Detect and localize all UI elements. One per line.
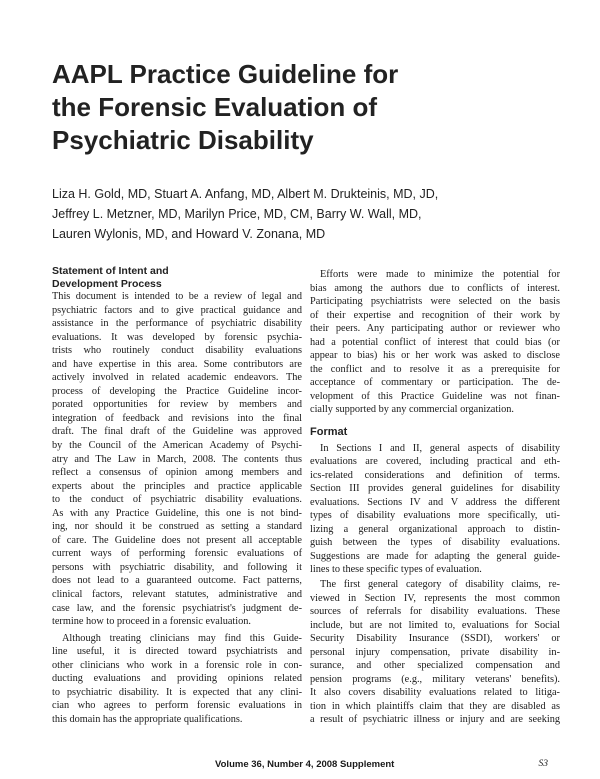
text-line: types of disability evaluations more specifically, uti- bbox=[310, 510, 560, 522]
text-line: tion in which plaintiffs claim that they are disabled as bbox=[310, 700, 560, 712]
text-line: had a potential conflict of interest that could bias (or bbox=[310, 336, 560, 348]
text-line: of their expertise and recognition of their work by bbox=[310, 309, 560, 321]
text-line: trists who routinely conduct disability evaluations bbox=[52, 345, 302, 357]
text-line: this domain has the appropriate qualifications. bbox=[52, 713, 243, 725]
title-line: the Forensic Evaluation of bbox=[52, 92, 378, 122]
text-line: by the Council of the American Academy of Psychi- bbox=[52, 440, 302, 452]
text-line: Section III provides general guidelines for disability bbox=[310, 483, 560, 495]
text-line: the conflict and to resolve it as a prerequisite for bbox=[310, 363, 560, 375]
text-line: and have expertise in this area. Some contributors are bbox=[52, 358, 302, 370]
text-line: reflect a consensus of opinion among members and bbox=[52, 467, 302, 479]
paragraph-sections bbox=[310, 442, 560, 577]
text-line: termine how to proceed in a forensic evaluation. bbox=[52, 616, 251, 628]
text-line: of care. The Guideline does not present all acceptable bbox=[52, 534, 302, 546]
article-title bbox=[52, 58, 552, 157]
paragraph-audience bbox=[52, 632, 302, 727]
author-list bbox=[52, 184, 572, 244]
text-line: bias among the authors due to conflicts of interest. bbox=[310, 282, 560, 294]
text-line: Security Disability Insurance (SSDI), workers' or bbox=[310, 633, 560, 645]
text-line: Although treating clinicians may find this Guide- bbox=[62, 632, 302, 644]
text-line: to the conduct of psychiatric disability evaluations. bbox=[52, 494, 302, 506]
text-line: velopment of this Practice Guideline was not finan- bbox=[310, 390, 560, 402]
text-line: viewed in Section IV, represents the most common bbox=[310, 592, 560, 604]
text-line: Efforts were made to minimize the potential for bbox=[320, 269, 560, 280]
right-column bbox=[310, 268, 560, 727]
text-line: atry and The Law in March, 2008. The contents thus bbox=[52, 453, 302, 465]
text-line: experts about the principles and practice applicable bbox=[52, 480, 302, 492]
text-line: appear to bias) his or her work was asked to disclose bbox=[310, 350, 560, 362]
text-line: psychiatric factors and to give practical guidance and bbox=[52, 304, 302, 316]
text-line: cially supported by any commercial organization. bbox=[310, 404, 514, 416]
text-line: evaluations are covered, including practical and eth- bbox=[310, 456, 560, 468]
text-line: porated opportunities for review by members and bbox=[52, 399, 302, 411]
section-heading-format: Format bbox=[310, 426, 348, 439]
text-line: As with any Practice Guideline, this one is not bind- bbox=[52, 507, 302, 519]
text-line: include, but are not limited to, evaluations for Social bbox=[310, 619, 560, 631]
text-line: ing, nor should it be construed as setting a standard bbox=[52, 521, 302, 533]
paragraph-intent bbox=[52, 290, 302, 629]
text-line: integration of feedback and revisions into the final bbox=[52, 412, 302, 424]
text-line: line useful, it is directed toward psychiatrists and bbox=[52, 646, 302, 658]
text-line: process of developing the Practice Guideline incor- bbox=[52, 385, 302, 397]
text-line: lizing a general organizational approach to distin- bbox=[310, 523, 560, 535]
text-line: The first general category of disability claims, re- bbox=[320, 578, 560, 590]
left-column bbox=[52, 265, 302, 727]
title-line: Psychiatric Disability bbox=[52, 125, 314, 155]
text-line: surance, and other specialized compensation and bbox=[310, 660, 560, 672]
page-footer bbox=[0, 759, 600, 773]
text-line: acceptance of commentary or participation. The de- bbox=[310, 377, 560, 389]
text-line: actively involved in related academic endeavors. The bbox=[52, 372, 302, 384]
text-line: lines to these specific types of evaluation. bbox=[310, 564, 482, 576]
page-number: S3 bbox=[538, 759, 548, 769]
text-line: case law, and the forensic psychiatrist's judgment de- bbox=[52, 602, 302, 614]
text-line: It also covers disability evaluations related to litiga- bbox=[310, 687, 560, 699]
text-line: guish between the types of disability evaluations. bbox=[310, 537, 560, 549]
text-line: personal injury compensation, private disability in- bbox=[310, 646, 560, 658]
author-line: Jeffrey L. Metzner, MD, Marilyn Price, MD, CM, Barry W. Wall, MD, bbox=[52, 207, 422, 221]
text-line: In Sections I and II, general aspects of disability bbox=[320, 442, 560, 454]
text-line: does not lead to a guaranteed outcome. Fact patterns, bbox=[52, 575, 302, 587]
author-line: Lauren Wylonis, MD, and Howard V. Zonana, MD bbox=[52, 227, 326, 241]
text-line: assistance in the performance of psychiatric disability bbox=[52, 318, 302, 330]
text-line: ducting evaluations and providing opinions related bbox=[52, 673, 302, 685]
text-line: current ways of performing forensic evaluations of bbox=[52, 548, 302, 560]
text-line: Participating psychiatrists were selected on the basis bbox=[310, 296, 560, 308]
text-line: Suggestions are made for adapting the general guide- bbox=[310, 550, 560, 562]
title-line: AAPL Practice Guideline for bbox=[52, 59, 399, 89]
paragraph-categories bbox=[310, 578, 560, 727]
text-line: ics-related considerations and definition of terms. bbox=[310, 469, 560, 481]
text-line: evaluations. Sections IV and V address the different bbox=[310, 496, 560, 508]
heading-line: Statement of Intent and bbox=[52, 265, 169, 277]
text-line: sources of referrals for disability evaluations. These bbox=[310, 606, 560, 618]
text-line: other clinicians who work in a forensic role in con- bbox=[52, 659, 302, 671]
text-line: This document is intended to be a review of legal and bbox=[52, 291, 302, 302]
text-line: cian who agrees to perform forensic evaluations in bbox=[52, 700, 302, 712]
author-line: Liza H. Gold, MD, Stuart A. Anfang, MD, Albert M. Drukteinis, MD, JD, bbox=[52, 187, 439, 201]
text-line: their peers. Any participating author or reviewer who bbox=[310, 323, 560, 335]
journal-citation: Volume 36, Number 4, 2008 Supplement bbox=[215, 759, 395, 770]
paragraph-conflicts bbox=[310, 268, 560, 417]
heading-line: Development Process bbox=[52, 277, 162, 290]
text-line: draft. The final draft of the Guideline was approved bbox=[52, 426, 302, 438]
text-line: pension programs (e.g., military veterans' benefits). bbox=[310, 673, 560, 685]
section-heading-intent bbox=[52, 265, 302, 290]
text-line: evaluations. It was developed by forensic psychia- bbox=[52, 331, 302, 343]
text-line: persons with psychiatric disability, and following it bbox=[52, 561, 302, 573]
text-line: a result of psychiatric illness or injury and are seeking bbox=[310, 714, 560, 726]
text-line: clinical factors, relevant statutes, administrative and bbox=[52, 589, 302, 601]
text-line: to psychiatric disability. It is expected that any clini- bbox=[52, 686, 302, 698]
